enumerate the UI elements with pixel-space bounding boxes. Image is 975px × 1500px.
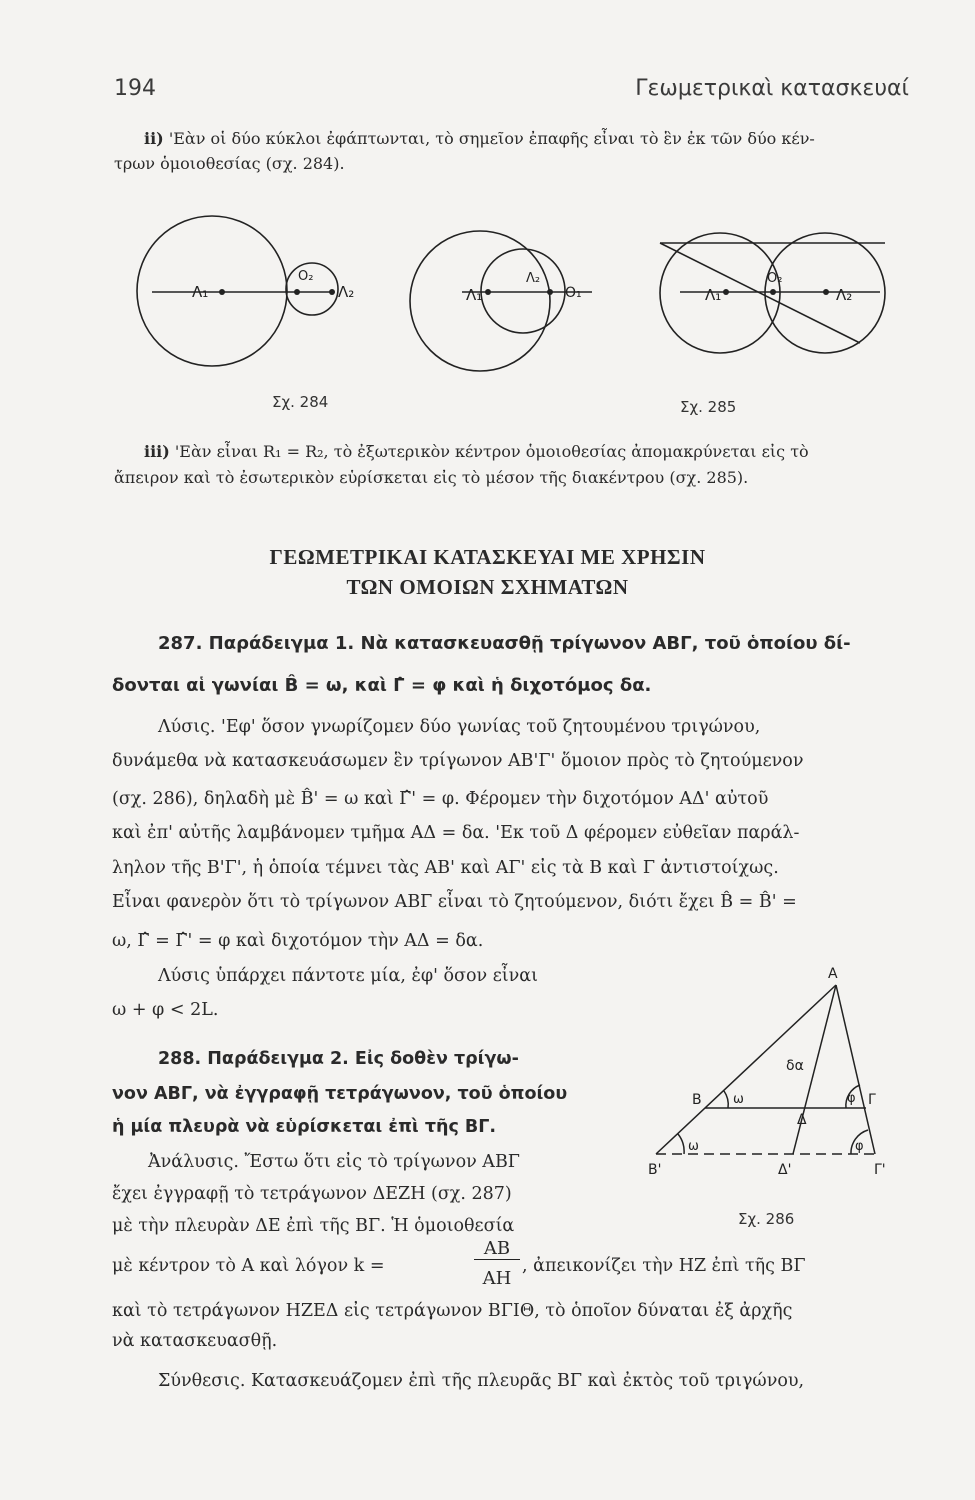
ex288-rest-0: καὶ τὸ τετράγωνον ΗΖΕΔ εἰς τετράγωνον ΒΓΙΘ, τὸ ὁποῖον δύναται ἐξ ἀρχῆς (112, 1301, 793, 1321)
fig286-label-phi-p: φ (855, 1139, 864, 1154)
ex288-ratio-num: AB (474, 1238, 520, 1260)
case-ii-line2: τρων ὁμοιοθεσίας (σχ. 284). (114, 154, 345, 173)
ex287-title-line1: 287. Παράδειγμα 1. Νὰ κατασκευασθῇ τρίγωνον ΑΒΓ, τοῦ ὁποίου δί- (158, 633, 851, 654)
fig286-caption: Σχ. 286 (738, 1210, 795, 1228)
ex288-analysis-1: ἔχει ἐγγραφῇ τὸ τετράγωνον ΔΕΖΗ (σχ. 287) (112, 1184, 512, 1204)
ex287-sol-2: (σχ. 286), δηλαδὴ μὲ B̂' = ω καὶ Γ̂' = φ. Φέρομεν τὴν διχοτόμον ΑΔ' αὐτοῦ (112, 789, 769, 809)
fig286-label-a: A (828, 966, 838, 982)
fig286-arc-phi (846, 1085, 860, 1108)
fig286-label-bp: B' (648, 1162, 662, 1178)
fig286-arc-omega-p (678, 1134, 684, 1154)
figures-284-285 (0, 0, 975, 430)
fig286-label-gp: Γ' (874, 1162, 886, 1178)
fig285-point-l1b (723, 289, 729, 295)
fig285-label-l2: Λ₂ (526, 271, 541, 286)
fig286-arc-omega (724, 1091, 728, 1108)
ex288-line0: 288. Παράδειγμα 2. Εἰς δοθὲν τρίγω- (158, 1049, 519, 1069)
fig285-caption: Σχ. 285 (680, 398, 737, 416)
fig286-label-b: B (692, 1092, 702, 1108)
ex288-line1: νον ΑΒΓ, νὰ ἐγγραφῇ τετράγωνον, τοῦ ὁποίου (112, 1084, 568, 1104)
fig286-label-delta: δα (786, 1058, 804, 1074)
fig286-label-omega: ω (733, 1092, 744, 1107)
fig284-point-l1 (219, 289, 225, 295)
ex287-note1: Λύσις ὑπάρχει πάντοτε μία, ἐφ' ὅσον εἶναι (158, 966, 538, 986)
fig285-label-l1b: Λ₁ (705, 286, 722, 304)
fig285-label-o2: O₂ (767, 271, 783, 286)
ex287-note2: ω + φ < 2L. (112, 1000, 219, 1020)
fig284-large-circle (137, 216, 287, 366)
case-iii-line1 (144, 440, 924, 464)
fig284-label-o2: O₂ (298, 269, 314, 284)
fig286-label-d: Δ (797, 1112, 807, 1128)
fig285-point-l1 (485, 289, 491, 295)
ex287-sol-3: καὶ ἐπ' αὐτῆς λαμβάνομεν τμῆμα ΑΔ = δα. 'Εκ τοῦ Δ φέρομεν εὐθεῖαν παράλ- (112, 823, 800, 843)
ex287-sol-0: Λύσις. 'Εφ' ὅσον γνωρίζομεν δύο γωνίας τοῦ ζητουμένου τριγώνου, (158, 717, 761, 737)
fig284-label-l1: Λ₁ (192, 283, 209, 301)
fig286-bisector (793, 985, 836, 1154)
fig285-label-l1: Λ₁ (466, 286, 483, 304)
fig284-point-o2 (294, 289, 300, 295)
fig286-label-phi: φ (847, 1091, 856, 1106)
ex288-ratio-suffix: , ἀπεικονίζει τὴν ΗΖ ἐπὶ τῆς ΒΓ (522, 1256, 806, 1276)
ex288-ratio-den: AH (482, 1268, 512, 1289)
case-iii-label: iii) (144, 442, 170, 461)
fig285-point-o2 (770, 289, 776, 295)
fig286-label-omega-p: ω (688, 1139, 699, 1154)
ex288-ratio-prefix: μὲ κέντρον τὸ Α καὶ λόγον k = (112, 1256, 385, 1276)
fig285-point-o1 (547, 289, 553, 295)
fig284-caption: Σχ. 284 (272, 393, 329, 411)
ex288-line2: ἡ μία πλευρὰ νὰ εὑρίσκεται ἐπὶ τῆς ΒΓ. (112, 1117, 497, 1137)
ex287-sol-1: δυνάμεθα νὰ κατασκευάσωμεν ἓν τρίγωνον ΑΒ'Γ' ὅμοιον πρὸς τὸ ζητούμενον (112, 751, 804, 771)
fig286-label-dp: Δ' (778, 1162, 792, 1178)
fig284-label-l2: Λ₂ (338, 283, 355, 301)
ex287-title-line2: δονται αἱ γωνίαι B̂ = ω, καὶ Γ̂ = φ καὶ ἡ διχοτόμος δα. (112, 675, 652, 696)
section-title-line1: ΓΕΩΜΕΤΡΙΚΑΙ ΚΑΤΑΣΚΕΥΑΙ ΜΕ ΧΡΗΣΙΝ (269, 545, 706, 569)
fig285-label-l2b: Λ₂ (836, 286, 853, 304)
ex288-analysis-2: μὲ τὴν πλευρὰν ΔΕ ἐπὶ τῆς ΒΓ. Ἡ ὁμοιοθεσία (112, 1216, 515, 1236)
ex287-sol-4: ληλον τῆς Β'Γ', ἡ ὁποία τέμνει τὰς ΑΒ' καὶ ΑΓ' εἰς τὰ Β καὶ Γ ἀντιστοίχως. (112, 858, 779, 878)
fig285-point-l2b (823, 289, 829, 295)
case-ii-text1: 'Εὰν οἱ δύο κύκλοι ἐφάπτωνται, τὸ σημεῖον ἐπαφῆς εἶναι τὸ ἓν ἐκ τῶν δύο κέν- (168, 129, 815, 148)
ex287-sol-6: ω, Γ̂ = Γ̂' = φ καὶ διχοτόμον τὴν ΑΔ = δα. (112, 931, 484, 951)
fig286-arc-phi-p (851, 1130, 868, 1154)
page-number: 194 (114, 76, 156, 101)
section-title-line2: ΤΩΝ ΟΜΟΙΩΝ ΣΧΗΜΑΤΩΝ (346, 575, 629, 599)
fig285-cross-line (660, 243, 860, 343)
fig286-label-g: Γ (868, 1092, 876, 1108)
fig285-label-o1: O₁ (565, 285, 582, 301)
running-title: Γεωμετρικαὶ κατασκευαί (635, 76, 909, 101)
case-ii-label: ii) (144, 129, 164, 148)
case-iii-line2: ἄπειρον καὶ τὸ ἐσωτερικὸν εὑρίσκεται εἰς τὸ μέσον τῆς διακέντρου (σχ. 285). (114, 468, 749, 487)
fig284-point-l2 (329, 289, 335, 295)
fig286-side-ab (656, 985, 836, 1154)
ex288-synthesis: Σύνθεσις. Κατασκευάζομεν ἐπὶ τῆς πλευρᾶς ΒΓ καὶ ἐκτὸς τοῦ τριγώνου, (158, 1371, 805, 1391)
ex287-sol-5: Εἶναι φανερὸν ὅτι τὸ τρίγωνον ΑΒΓ εἶναι τὸ ζητούμενον, διότι ἔχει B̂ = B̂' = (112, 892, 797, 912)
ex288-rest-1: νὰ κατασκευασθῇ. (112, 1331, 278, 1351)
ex288-analysis-0: Ἀνάλυσις. Ἔστω ὅτι εἰς τὸ τρίγωνον ΑΒΓ (148, 1152, 520, 1172)
case-iii-text1: 'Εὰν εἶναι R₁ = R₂, τὸ ἐξωτερικὸν κέντρον ὁμοιοθεσίας ἀπομακρύνεται εἰς τὸ (174, 442, 809, 461)
fig286-side-ag (836, 985, 875, 1154)
